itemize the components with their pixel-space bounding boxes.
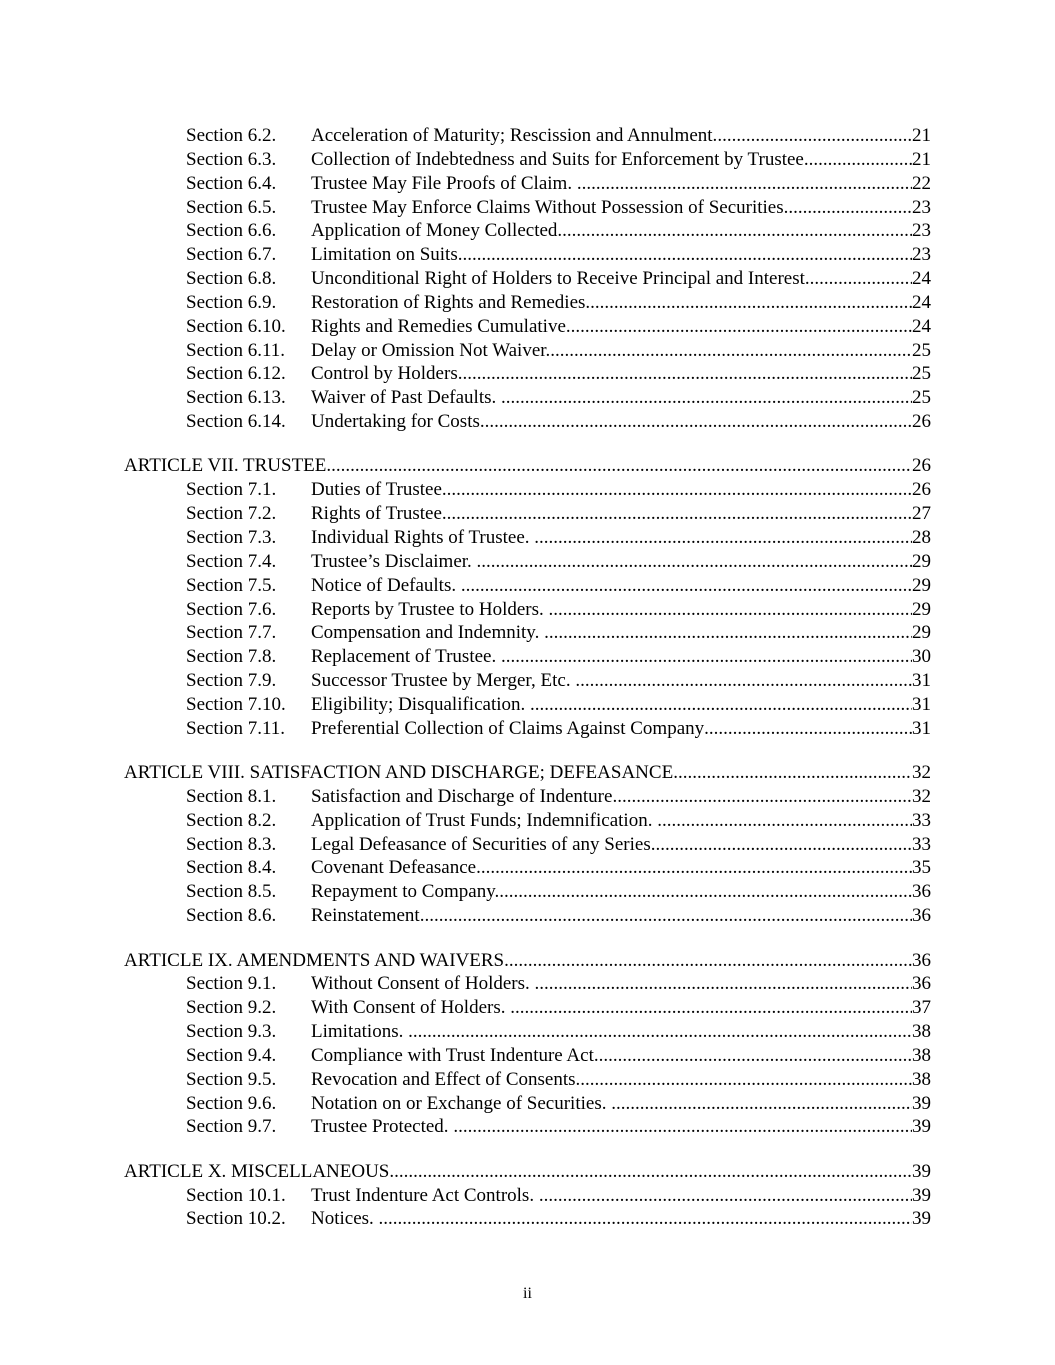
- toc-article-heading[interactable]: [0, 761, 1055, 785]
- section-title: Replacement of Trustee.: [311, 646, 501, 668]
- toc-section-entry[interactable]: [0, 502, 1055, 526]
- toc-section-entry[interactable]: [0, 1092, 1055, 1116]
- section-number: Section 7.9.: [186, 670, 277, 692]
- section-number: Section 6.6.: [186, 220, 277, 242]
- section-number: Section 6.3.: [186, 148, 277, 170]
- toc-section-entry[interactable]: [0, 315, 1055, 339]
- dot-leader: [657, 809, 912, 833]
- section-title: Trustee’s Disclaimer.: [311, 550, 477, 572]
- section-number: Section 8.1.: [186, 785, 277, 807]
- dot-leader: [447, 478, 912, 502]
- section-title: Rights of Trustee.: [311, 503, 447, 525]
- section-title: Covenant Defeasance.: [311, 857, 481, 879]
- section-page-number: 23: [912, 220, 931, 242]
- section-number: Section 7.7.: [186, 622, 277, 644]
- section-title: Trustee May File Proofs of Claim.: [311, 172, 577, 194]
- section-title: Collection of Indebtedness and Suits for Enforcement by Trustee.: [311, 148, 809, 170]
- dot-leader: [617, 785, 912, 809]
- toc-section-entry[interactable]: [0, 996, 1055, 1020]
- section-title: Acceleration of Maturity; Rescission and Annulment.: [311, 125, 718, 146]
- section-title: Compliance with Trust Indenture Act.: [311, 1044, 599, 1066]
- toc-section-entry[interactable]: [0, 196, 1055, 220]
- section-title: Eligibility; Disqualification.: [311, 693, 531, 715]
- dot-leader: [447, 502, 912, 526]
- toc-article-heading[interactable]: [0, 454, 1055, 478]
- toc-section-entry[interactable]: [0, 478, 1055, 502]
- section-number: Section 6.7.: [186, 244, 277, 266]
- group-spacer: [0, 741, 1055, 762]
- dot-leader: [534, 526, 912, 550]
- toc-section-entry[interactable]: [0, 550, 1055, 574]
- section-number: Section 6.14.: [186, 411, 286, 433]
- dot-leader: [599, 1044, 912, 1068]
- dot-leader: [326, 454, 912, 478]
- section-title: Trustee May Enforce Claims Without Possession of Securities.: [311, 196, 789, 218]
- section-page-number: 26: [912, 479, 931, 501]
- article-title: ARTICLE VIII. SATISFACTION AND DISCHARGE; DEFEASANCE: [124, 762, 674, 784]
- dot-leader: [477, 550, 912, 574]
- dot-leader: [510, 996, 912, 1020]
- toc-section-entry[interactable]: [0, 219, 1055, 243]
- section-number: Section 7.10.: [186, 693, 286, 715]
- dot-leader: [809, 148, 912, 172]
- dot-leader: [389, 1160, 912, 1184]
- toc-section-entry[interactable]: [0, 904, 1055, 928]
- section-number: Section 9.3.: [186, 1021, 277, 1043]
- toc-section-entry[interactable]: [0, 339, 1055, 363]
- section-number: Section 8.3.: [186, 833, 277, 855]
- section-page-number: 39: [912, 1208, 931, 1230]
- section-page-number: 22: [912, 172, 931, 194]
- dot-leader: [535, 972, 912, 996]
- table-of-contents: [0, 124, 1055, 1231]
- section-title: Individual Rights of Trustee.: [311, 527, 535, 548]
- section-title: Revocation and Effect of Consents.: [311, 1068, 581, 1090]
- section-title: Control by Holders.: [311, 363, 463, 385]
- dot-leader: [575, 669, 912, 693]
- article-title: ARTICLE X. MISCELLANEOUS: [124, 1160, 390, 1182]
- section-title: Application of Trust Funds; Indemnification.: [311, 809, 658, 831]
- toc-section-entry[interactable]: [0, 693, 1055, 717]
- section-page-number: 26: [912, 411, 931, 433]
- section-title: Reports by Trustee to Holders.: [311, 598, 549, 620]
- dot-leader: [504, 949, 912, 973]
- dot-leader: [704, 717, 912, 741]
- section-page-number: 30: [912, 646, 931, 668]
- section-title: Without Consent of Holders.: [311, 973, 535, 995]
- section-page-number: 24: [912, 291, 931, 313]
- section-number: Section 7.1.: [186, 479, 277, 501]
- section-page-number: 27: [912, 503, 931, 525]
- section-page-number: 24: [912, 268, 931, 290]
- article-page-number: 32: [912, 762, 931, 784]
- group-spacer: [0, 928, 1055, 949]
- section-number: Section 8.5.: [186, 881, 277, 903]
- section-page-number: 29: [912, 550, 931, 572]
- dot-leader: [611, 1092, 912, 1116]
- section-number: Section 9.7.: [186, 1116, 277, 1138]
- toc-section-entry[interactable]: [0, 172, 1055, 196]
- section-page-number: 31: [912, 693, 931, 715]
- toc-section-entry[interactable]: [0, 1184, 1055, 1208]
- section-page-number: 35: [912, 857, 931, 879]
- section-page-number: 39: [912, 1184, 931, 1206]
- section-page-number: 39: [912, 1116, 931, 1138]
- dot-leader: [424, 904, 912, 928]
- section-number: Section 6.11.: [186, 339, 286, 361]
- section-title: Notation on or Exchange of Securities.: [311, 1092, 612, 1114]
- section-page-number: 31: [912, 717, 931, 739]
- section-number: Section 9.6.: [186, 1092, 277, 1114]
- toc-section-entry[interactable]: [0, 291, 1055, 315]
- section-number: Section 7.4.: [186, 550, 277, 572]
- dot-leader: [577, 172, 912, 196]
- dot-leader: [461, 574, 912, 598]
- section-title: Unconditional Right of Holders to Receive Principal and Interest.: [311, 268, 810, 290]
- section-page-number: 29: [912, 574, 931, 596]
- section-page-number: 24: [912, 315, 931, 337]
- dot-leader: [499, 880, 912, 904]
- section-page-number: 33: [912, 809, 931, 831]
- toc-section-entry[interactable]: [0, 386, 1055, 410]
- toc-section-entry[interactable]: [0, 833, 1055, 857]
- section-title: Trust Indenture Act Controls.: [311, 1184, 539, 1206]
- section-title: Successor Trustee by Merger, Etc.: [311, 670, 576, 692]
- toc-section-entry[interactable]: [0, 1020, 1055, 1044]
- dot-leader: [408, 1020, 912, 1044]
- toc-section-entry[interactable]: [0, 880, 1055, 904]
- dot-leader: [810, 267, 912, 291]
- section-number: Section 7.3.: [186, 527, 277, 548]
- toc-section-entry[interactable]: [0, 669, 1055, 693]
- section-page-number: 23: [912, 244, 931, 266]
- toc-section-entry[interactable]: [0, 124, 1055, 148]
- section-title: Legal Defeasance of Securities of any Series.: [311, 833, 656, 855]
- dot-leader: [530, 693, 912, 717]
- dot-leader: [717, 124, 912, 148]
- section-page-number: 36: [912, 881, 931, 903]
- section-number: Section 7.2.: [186, 503, 277, 525]
- section-title: Undertaking for Costs.: [311, 411, 485, 433]
- section-page-number: 38: [912, 1044, 931, 1066]
- toc-section-entry[interactable]: [0, 621, 1055, 645]
- toc-section-entry[interactable]: [0, 972, 1055, 996]
- section-number: Section 6.8.: [186, 268, 277, 290]
- toc-section-entry[interactable]: [0, 717, 1055, 741]
- section-number: Section 6.13.: [186, 387, 286, 409]
- article-title: ARTICLE VII. TRUSTEE: [124, 455, 327, 477]
- section-number: Section 6.5.: [186, 196, 277, 218]
- section-title: Limitations.: [311, 1021, 409, 1043]
- toc-section-entry[interactable]: [0, 645, 1055, 669]
- toc-article-heading[interactable]: [0, 949, 1055, 973]
- section-number: Section 7.8.: [186, 646, 277, 668]
- article-page-number: 36: [912, 949, 931, 971]
- toc-section-entry[interactable]: [0, 574, 1055, 598]
- section-page-number: 38: [912, 1068, 931, 1090]
- section-number: Section 8.4.: [186, 857, 277, 879]
- section-number: Section 7.6.: [186, 598, 277, 620]
- dot-leader: [462, 362, 912, 386]
- section-number: Section 10.1.: [186, 1184, 286, 1206]
- toc-section-entry[interactable]: [0, 598, 1055, 622]
- section-number: Section 8.2.: [186, 809, 277, 831]
- toc-section-entry[interactable]: [0, 410, 1055, 434]
- dot-leader: [481, 856, 912, 880]
- section-page-number: 28: [912, 527, 931, 548]
- section-page-number: 31: [912, 670, 931, 692]
- article-page-number: 39: [912, 1160, 931, 1182]
- section-title: Repayment to Company.: [311, 881, 500, 903]
- section-page-number: 21: [912, 148, 931, 170]
- dot-leader: [562, 219, 912, 243]
- toc-section-entry[interactable]: [0, 148, 1055, 172]
- section-page-number: 37: [912, 997, 931, 1019]
- section-page-number: 32: [912, 785, 931, 807]
- section-number: Section 9.1.: [186, 973, 277, 995]
- section-title: Notice of Defaults.: [311, 574, 461, 596]
- dot-leader: [549, 598, 913, 622]
- page-number-footer: ii: [523, 1285, 532, 1302]
- group-spacer: [0, 1139, 1055, 1160]
- section-number: Section 6.9.: [186, 291, 277, 313]
- dot-leader: [501, 645, 912, 669]
- section-title: Duties of Trustee.: [311, 479, 447, 501]
- section-title: Preferential Collection of Claims Against Company: [311, 717, 705, 739]
- section-page-number: 29: [912, 622, 931, 644]
- dot-leader: [485, 410, 912, 434]
- toc-section-entry[interactable]: [0, 1044, 1055, 1068]
- section-number: Section 7.11.: [186, 717, 286, 739]
- dot-leader: [590, 291, 912, 315]
- toc-section-entry[interactable]: [0, 856, 1055, 880]
- section-number: Section 6.10.: [186, 315, 286, 337]
- section-title: Trustee Protected.: [311, 1116, 454, 1138]
- section-title: Satisfaction and Discharge of Indenture.: [311, 785, 618, 807]
- group-spacer: [0, 434, 1055, 455]
- section-title: Waiver of Past Defaults.: [311, 387, 501, 409]
- toc-section-entry[interactable]: [0, 1115, 1055, 1139]
- section-page-number: 29: [912, 598, 931, 620]
- toc-article-heading[interactable]: [0, 1160, 1055, 1184]
- dot-leader: [788, 196, 912, 220]
- section-page-number: 25: [912, 387, 931, 409]
- section-page-number: 36: [912, 973, 931, 995]
- toc-section-entry[interactable]: [0, 785, 1055, 809]
- article-page-number: 26: [912, 455, 931, 477]
- section-page-number: 33: [912, 833, 931, 855]
- section-title: Limitation on Suits.: [311, 244, 463, 266]
- section-title: Notices.: [311, 1208, 379, 1230]
- section-page-number: 36: [912, 905, 931, 927]
- section-title: Application of Money Collected.: [311, 220, 563, 242]
- dot-leader: [501, 386, 912, 410]
- section-title: Compensation and Indemnity.: [311, 622, 545, 644]
- section-title: With Consent of Holders.: [311, 997, 511, 1019]
- section-number: Section 9.4.: [186, 1044, 277, 1066]
- section-number: Section 6.12.: [186, 363, 286, 385]
- section-title: Reinstatement.: [311, 905, 425, 927]
- dot-leader: [544, 621, 912, 645]
- section-number: Section 10.2.: [186, 1208, 286, 1230]
- toc-section-entry[interactable]: [0, 809, 1055, 833]
- dot-leader: [462, 243, 912, 267]
- dot-leader: [571, 315, 912, 339]
- toc-section-entry[interactable]: [0, 362, 1055, 386]
- toc-section-entry[interactable]: [0, 526, 1055, 550]
- section-page-number: 39: [912, 1092, 931, 1114]
- article-title: ARTICLE IX. AMENDMENTS AND WAIVERS: [124, 949, 505, 971]
- dot-leader: [673, 761, 912, 785]
- section-title: Rights and Remedies Cumulative.: [311, 315, 571, 337]
- dot-leader: [539, 1184, 912, 1208]
- section-number: Section 6.2.: [186, 125, 277, 146]
- section-number: Section 7.5.: [186, 574, 277, 596]
- dot-leader: [656, 833, 913, 857]
- toc-section-entry[interactable]: [0, 1207, 1055, 1231]
- dot-leader: [550, 339, 912, 363]
- section-title: Restoration of Rights and Remedies.: [311, 291, 591, 313]
- section-page-number: 25: [912, 339, 931, 361]
- dot-leader: [580, 1068, 912, 1092]
- section-title: Delay or Omission Not Waiver.: [311, 339, 551, 361]
- dot-leader: [379, 1207, 912, 1231]
- section-number: Section 8.6.: [186, 905, 277, 927]
- section-number: Section 6.4.: [186, 172, 277, 194]
- section-page-number: 25: [912, 363, 931, 385]
- toc-section-entry[interactable]: [0, 1068, 1055, 1092]
- section-number: Section 9.2.: [186, 997, 277, 1019]
- toc-section-entry[interactable]: [0, 243, 1055, 267]
- section-page-number: 23: [912, 196, 931, 218]
- section-number: Section 9.5.: [186, 1068, 277, 1090]
- section-page-number: 21: [912, 125, 931, 146]
- toc-section-entry[interactable]: [0, 267, 1055, 291]
- section-page-number: 38: [912, 1021, 931, 1043]
- dot-leader: [453, 1115, 912, 1139]
